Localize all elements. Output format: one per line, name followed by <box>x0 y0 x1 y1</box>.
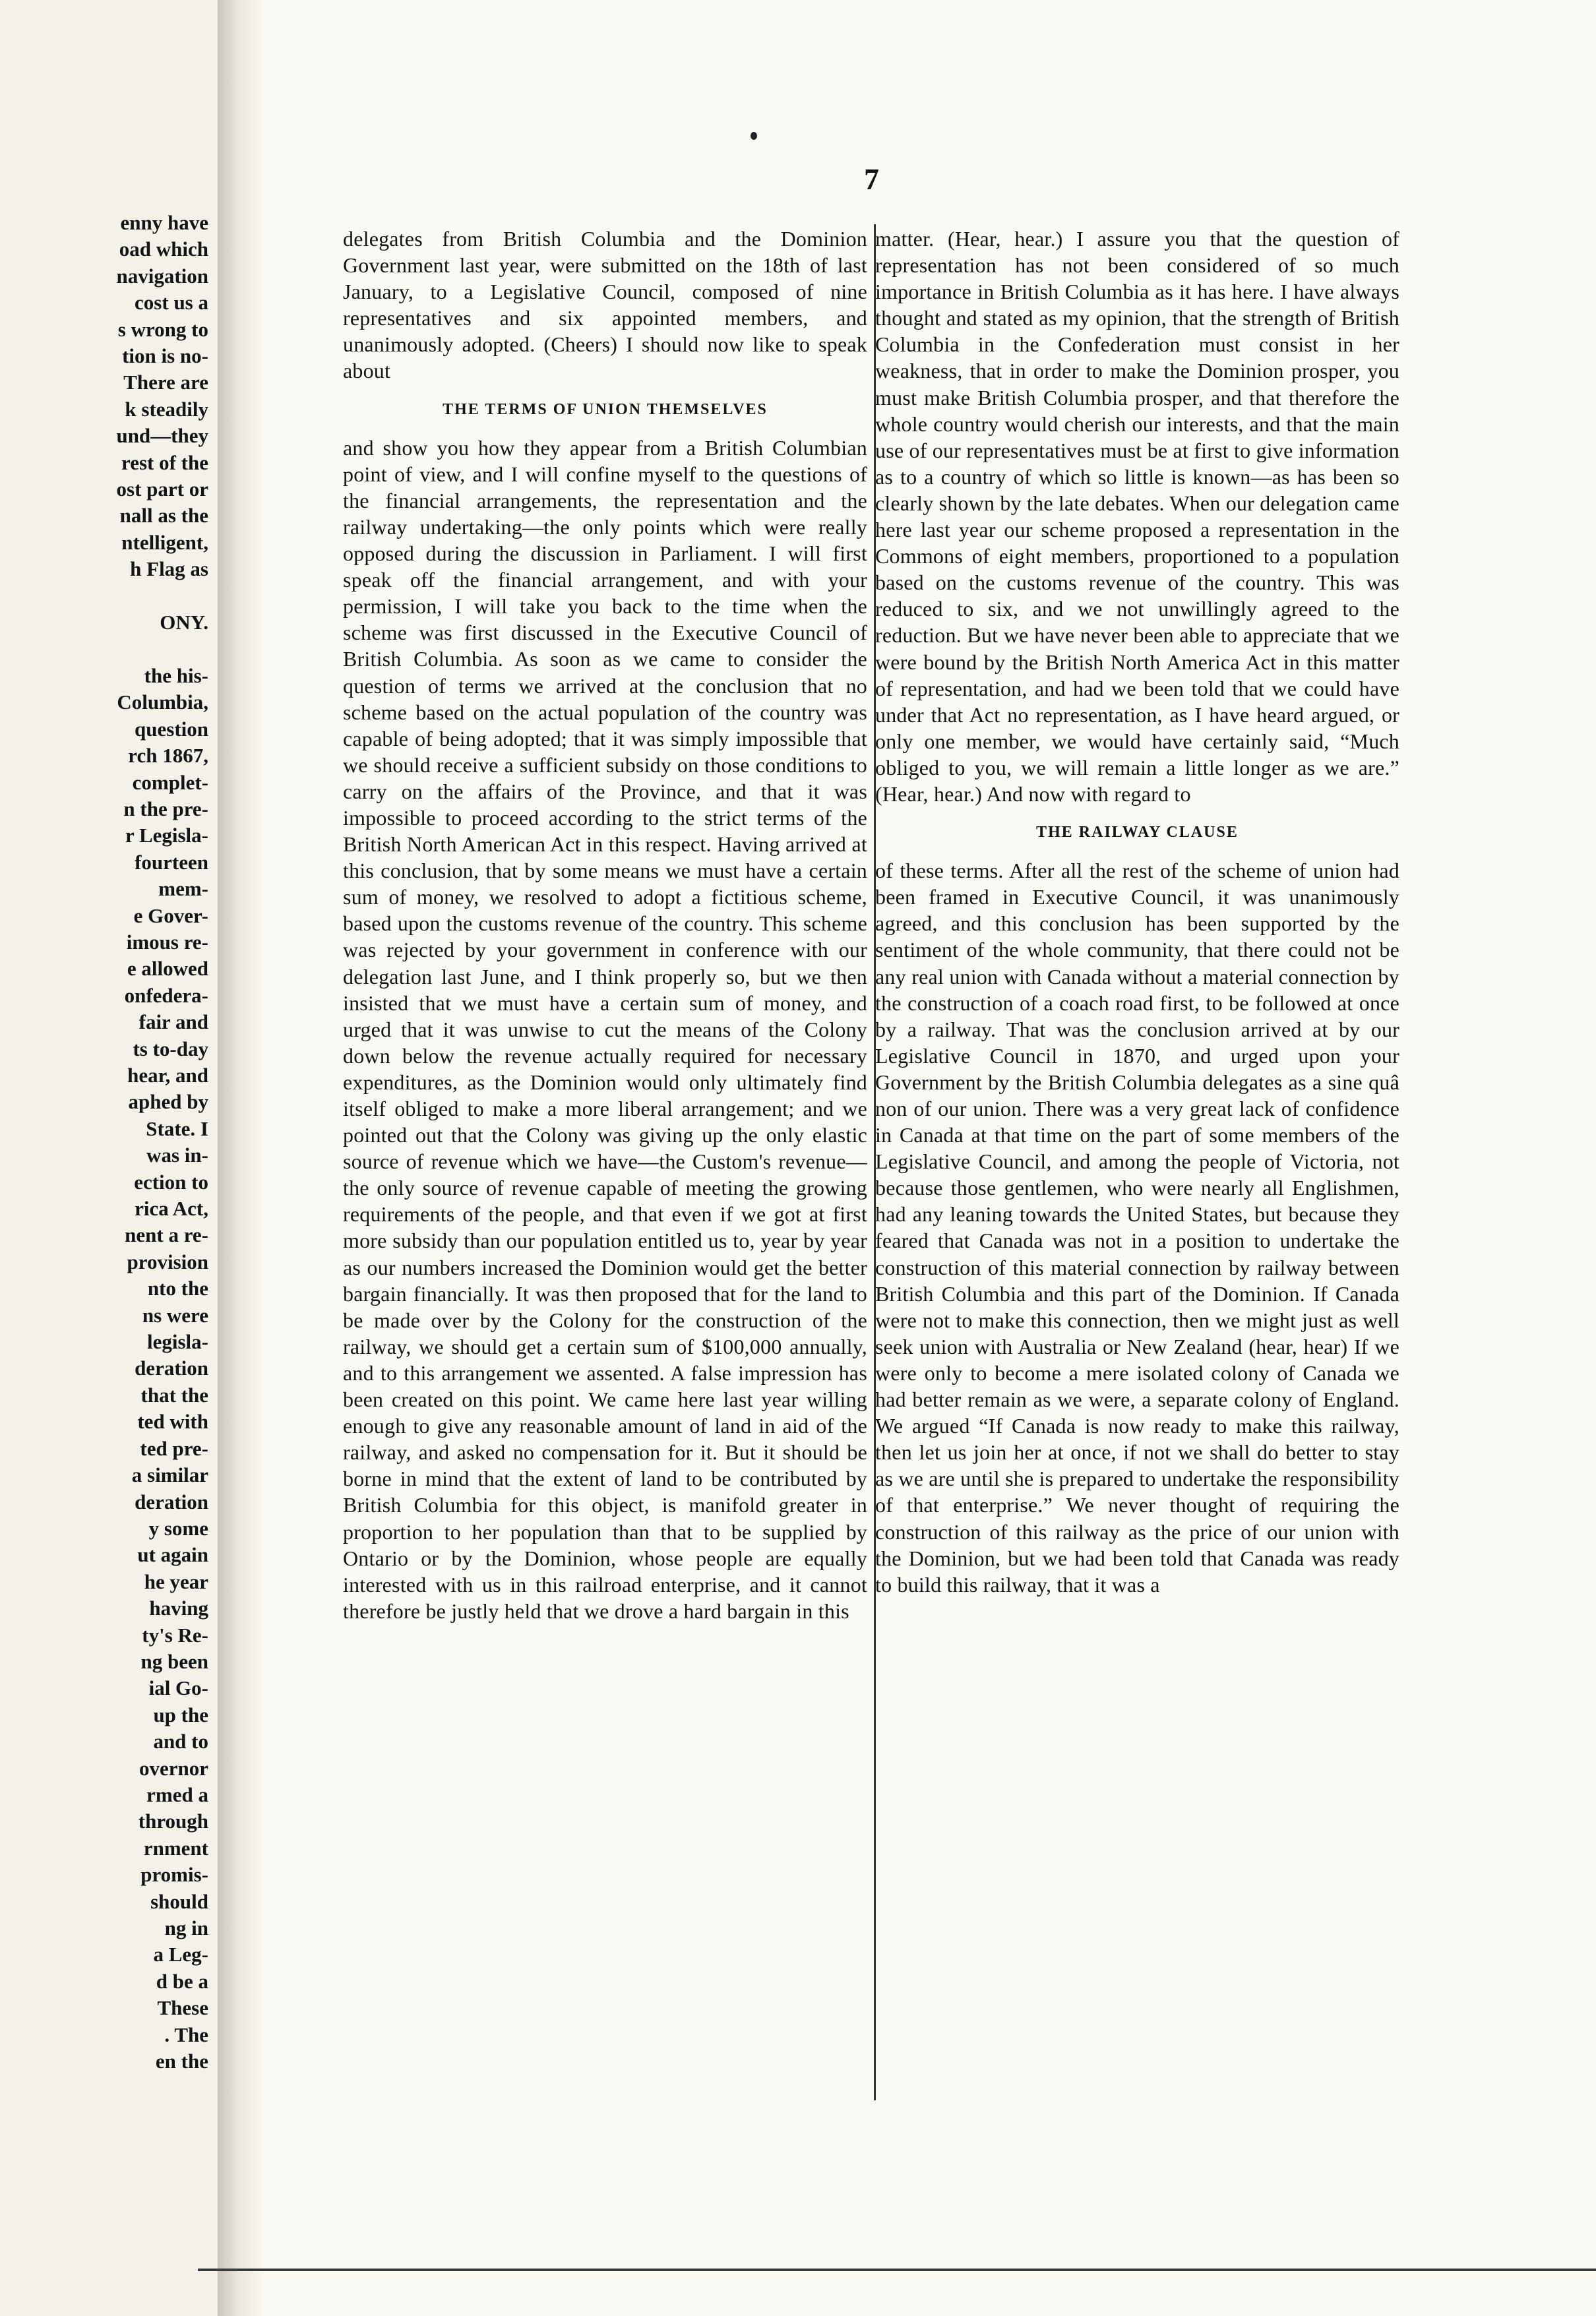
right-column <box>875 226 1399 1598</box>
bottom-edge <box>198 2269 1596 2271</box>
right-paragraph-1: matter. (Hear, hear.) I assure you that the question of representation has not been considered of so much importance in British Columbia as it has here. I have always thought and stated as my opinion, that the strength of British Columbia in the Confederation must consist in her weakness, that in order to make the Dominion prosper, you must make British Columbia prosper, and that therefore the whole country would cherish our interests, and that the main use of our representatives must be at first to give information as to a country of which so little is known—as has been so clearly shown by the late debates. When our delegation came here last year our scheme proposed a representation in the Commons of eight members, proportioned to a population based on the customs revenue of the country. This was reduced to six, and we not unwillingly agreed to the reduction. But we have never been able to appreciate that we were bound by the British North America Act in this matter of representation, and had we been told that we could have under that Act no representation, as I have heard argued, or only one member, we would have certainly said, “Much obliged to you, we will remain a little longer as we are.” (Hear, hear.) And now with regard to <box>875 227 1399 806</box>
book-gutter <box>218 0 264 2316</box>
left-column <box>343 226 867 1624</box>
section-heading-terms: THE TERMS OF UNION THEMSELVES <box>443 400 768 418</box>
section-heading-railway: THE RAILWAY CLAUSE <box>1036 824 1239 841</box>
left-paragraph-2: and show you how they appear from a British Columbian point of view, and I will confine myself to the questions of the financial arrangements, the representation and the railway undertaking—the only points which were really opposed during the discussion in Parliament. I will first speak off the financial arrangement, and with your permission, I will take you back to the time when the scheme was first discussed in the Executive Council of British Columbia. As soon as we came to consider the question of terms we arrived at the conclusion that no scheme based on the actual population of the country was capable of being adopted; that it was simply impossible that we should receive a sufficient subsidy on those conditions to carry on the affairs of the Province, and that it was impossible to proceed according to the strict terms of the British North American Act in this respect. Having arrived at this conclusion, that by some means we must have a certain sum of money, we resolved to adopt a fictitious scheme, based upon the customs revenue of the country. This scheme was rejected by your government in conference with our delegation last June, and I think properly so, but we then insisted that we must have a certain sum of money, and urged that it was unwise to cut the means of the Colony down below the revenue actually required for necessary expenditures, as the Dominion would only ultimately find itself obliged to make a more liberal arrangement; and we pointed out that the Colony was giving up the only elastic source of revenue which we have—the Custom's revenue—the only source of revenue capable of meeting the growing requirements of the people, and that even if we got at first more subsidy than our population entitled us to, year by year as our numbers increased the Dominion would get the better bargain financially. It was then proposed that for the land to be made over by the Colony for the construction of the railway, we should get a certain sum of $100,000 annually, and to this arrangement we assented. A false impression has been created on this point. We came here last year willing enough to give any reasonable amount of land in aid of the railway, and asked no compensation for it. But it should be borne in mind that the extent of land to be contributed by British Columbia for this object, is manifold greater in proportion to her population than that to be supplied by Ontario or by the Dominion, whose people are equally interested with us in this railroad enterprise, and it cannot therefore be justly held that we drove a hard bargain in this <box>343 435 867 1623</box>
left-paragraph-1: delegates from British Columbia and the Dominion Government last year, were submitted on the 18th of last January, to a Legislative Council, composed of nine representatives and six appointed members, and unanimously adopted. (Cheers) I should now like to speak about <box>343 227 867 383</box>
facing-page-text: enny have oad which navigation cost us a s wrong to tion is no- There are k steadily und—they rest of the ost part or nall as the ntelligent, h Flag as ONY. the his- Columbia, question rch 1867, complet- n the pre- r Legisla- fourteen mem- e Gover- imous re- e allowed onfedera- fair and ts to-day hear, and aphed by State. I was in- ection to rica Act, nent a re- provision nto the ns were legisla- deration that the ted with ted pre- a similar deration y some ut again he year having ty's Re- ng been ial Go- up the and to overnor rmed a through rnment promis- should ng in a Leg- d be a These . The en the <box>116 211 208 2073</box>
page-number: 7 <box>864 162 879 196</box>
page-mark <box>751 132 757 140</box>
facing-page-strip <box>0 0 218 2316</box>
right-paragraph-2: of these terms. After all the rest of the scheme of union had been framed in Executive Council, it was unanimously agreed, and this conclusion has been supported by the sentiment of the whole community, that there could not be any real union with Canada without a material connection by the construction of a coach road first, to be followed at once by a railway. That was the conclusion arrived at by our Legislative Council in 1870, and urged upon your Government by the British Columbia delegates as a sine quâ non of our union. There was a very great lack of confidence in Canada at that time on the part of some members of the Legislative Council, and among the people of Victoria, not because those gentlemen, who were nearly all Englishmen, had any leaning towards the United States, but because they feared that Canada was not in a position to undertake the construction of this material connection by railway between British Columbia and this part of the Dominion. If Canada were not to make this connection, then we might just as well seek union with Australia or New Zealand (hear, hear) If we were only to become a mere isolated colony of Canada we had better remain as we were, a separate colony of England. We argued “If Canada is now ready to make this railway, then let us join her at once, if not we shall do better to stay as we are until she is prepared to undertake the responsibility of that enterprise.” We never thought of requiring the construction of this railway as the price of our union with the Dominion, but we had been told that Canada was ready to build this railway, that it was a <box>875 859 1399 1597</box>
